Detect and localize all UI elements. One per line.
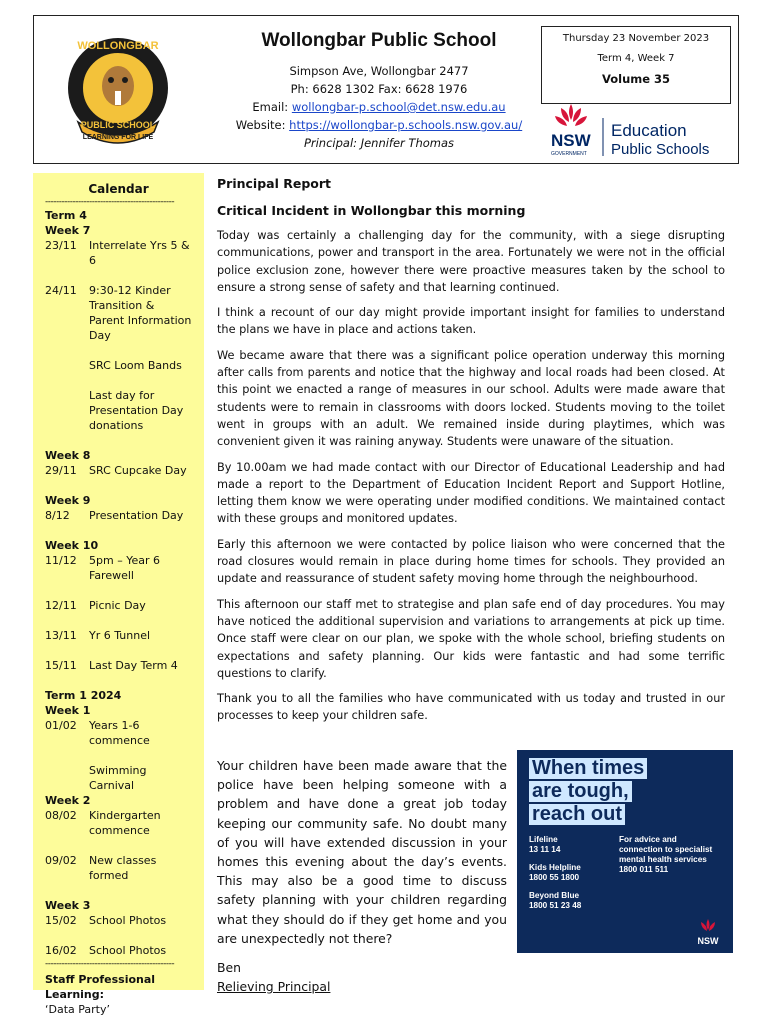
calendar-event xyxy=(45,853,192,883)
newsletter-header xyxy=(33,15,739,164)
report-paragraph-children: Your children have been made aware that the police have been helping someone with a problem and have done a great job today keeping our community safe. No doubt many of you will have extended discussion in your homes this evening about the day’s events. This may also be a good time to discuss safety planning with your children regarding what they should do if they get home and you are unexpectedly not there? xyxy=(217,758,507,946)
week-heading: Week 2 xyxy=(45,794,91,807)
poster-headline-3: reach out xyxy=(529,804,625,825)
principal-name: Principal: Jennifer Thomas xyxy=(303,136,455,150)
event-date: 11/12 xyxy=(45,554,77,567)
calendar-event xyxy=(45,943,192,958)
event-text: 5pm – Year 6 Farewell xyxy=(89,554,160,582)
helpline-number: 1800 55 1800 xyxy=(529,873,580,882)
report-subtitle: Critical Incident in Wollongbar this morning xyxy=(217,203,526,218)
calendar-sidebar xyxy=(33,173,204,1016)
report-paragraph: Thank you to all the families who have communicated with us today and trusted in our processes to keep your children safe. xyxy=(217,692,725,723)
event-text: Picnic Day xyxy=(89,599,146,612)
advice-text: For advice and connection to specialist mental health services xyxy=(619,835,713,864)
education-wordmark: Education xyxy=(611,121,687,140)
issue-date: Thursday 23 November 2023 xyxy=(562,33,710,44)
calendar-event xyxy=(45,658,192,673)
week-heading: Week 10 xyxy=(45,539,99,552)
event-text: Last Day Term 4 xyxy=(89,659,178,672)
principal-report xyxy=(217,176,725,733)
issue-info-box xyxy=(541,26,731,104)
school-crest-logo xyxy=(64,36,172,144)
public-schools-wordmark: Public Schools xyxy=(611,141,710,158)
calendar-divider: ----------------------------------------------- xyxy=(45,959,175,969)
school-website-line xyxy=(229,116,529,134)
event-date: 01/02 xyxy=(45,719,77,732)
poster-nsw-wordmark: NSW xyxy=(697,936,719,946)
report-title: Principal Report xyxy=(217,176,332,191)
event-text: Swimming Carnival xyxy=(89,764,147,792)
term-heading: Term 4 xyxy=(45,209,87,222)
school-contact-block xyxy=(229,30,529,152)
report-paragraph: I think a recount of our day might provide important insight for families to understand the plans we have in place and actions taken. xyxy=(217,306,725,337)
event-text: Yr 6 Tunnel xyxy=(89,629,151,642)
poster-headline-1: When times xyxy=(529,758,647,779)
event-text: Kindergarten commence xyxy=(89,809,161,837)
event-text: 9:30-12 Kinder Transition & Parent Information Day xyxy=(89,284,192,342)
calendar-event xyxy=(45,238,192,268)
waratah-icon xyxy=(555,104,587,126)
event-date: 8/12 xyxy=(45,509,70,522)
event-text: SRC Cupcake Day xyxy=(89,464,187,477)
event-date: 15/11 xyxy=(45,659,77,672)
email-label: Email: xyxy=(252,100,292,114)
school-phone: Ph: 6628 1302 Fax: 6628 1976 xyxy=(290,82,468,96)
event-text: SRC Loom Bands xyxy=(89,359,182,372)
event-text: Last day for Presentation Day donations xyxy=(89,389,184,432)
calendar-event xyxy=(45,508,192,523)
week-heading: Week 7 xyxy=(45,224,91,237)
report-paragraph: Today was certainly a challenging day for the community, with a siege disrupting communications, power and transport in the area. Fortunately we were not in the official police exclusion zone, however there were proactive measures taken by the school to ensure a strong sense of safety and that learning continued. xyxy=(217,229,725,294)
event-date: 12/11 xyxy=(45,599,77,612)
helpline-name: Lifeline xyxy=(529,835,558,844)
calendar-event xyxy=(45,628,192,643)
calendar-event xyxy=(45,598,192,613)
event-date: 24/11 xyxy=(45,284,77,297)
poster-headline-2: are tough, xyxy=(529,781,632,802)
nsw-waratah-icon xyxy=(693,917,723,947)
calendar-event xyxy=(45,358,192,373)
week-heading: Week 8 xyxy=(45,449,91,462)
event-date: 08/02 xyxy=(45,809,77,822)
report-paragraph: We became aware that there was a significant police operation underway this morning after calls from parents and notice that the highway and local roads had been closed. At this point we enacted a range of measures in our school. Adults were made aware that students were to remain in classrooms with doors locked. Students moving to the toilet went in groups with an adult. We remained inside during playtimes, which was convenient given it was raining anyway. Students were unaware of the situation. xyxy=(217,348,725,449)
issue-term: Term 4, Week 7 xyxy=(597,53,675,64)
reach-out-poster xyxy=(517,750,733,953)
event-date: 16/02 xyxy=(45,944,77,957)
calendar-event xyxy=(45,388,192,433)
school-email-line xyxy=(229,98,529,116)
school-name: Wollongbar Public School xyxy=(261,30,497,51)
event-text: Years 1-6 commence xyxy=(89,719,150,747)
term-heading: Term 1 2024 xyxy=(45,689,122,702)
staff-learning-heading: Staff Professional Learning: xyxy=(45,973,156,1001)
event-text: School Photos xyxy=(89,944,167,957)
week-heading: Week 9 xyxy=(45,494,91,507)
advice-number: 1800 011 511 xyxy=(619,865,669,874)
calendar-divider: ----------------------------------------------- xyxy=(45,197,175,207)
government-wordmark: GOVERNMENT xyxy=(551,151,587,157)
event-text: Interrelate Yrs 5 & 6 xyxy=(89,239,190,267)
calendar-event xyxy=(45,463,192,478)
website-link[interactable]: https://wollongbar-p.schools.nsw.gov.au/ xyxy=(289,118,523,132)
event-date: 15/02 xyxy=(45,914,77,927)
website-label: Website: xyxy=(235,118,290,132)
helpline-name: Kids Helpline xyxy=(529,863,581,872)
staff-learning-text: ‘Data Party’ xyxy=(45,1003,110,1016)
event-text: Presentation Day xyxy=(89,509,184,522)
report-signature xyxy=(217,958,330,996)
event-date: 23/11 xyxy=(45,239,77,252)
logo-text-bottom: PUBLIC SCHOOL xyxy=(80,120,156,130)
calendar-event xyxy=(45,763,192,793)
helpline-number: 13 11 14 xyxy=(529,845,561,854)
calendar-title: Calendar xyxy=(88,182,149,196)
report-paragraph: By 10.00am we had made contact with our Director of Educational Leadership and had made a report to the Department of Education Incident Report and Support Hotline, letting them know we were operating under modified conditions. We maintained contact with these groups and monitored updates. xyxy=(217,460,725,526)
event-date: 09/02 xyxy=(45,854,77,867)
school-address: Simpson Ave, Wollongbar 2477 xyxy=(289,64,469,78)
week-heading: Week 1 xyxy=(45,704,91,717)
calendar-event xyxy=(45,808,192,838)
helpline-number: 1800 51 23 48 xyxy=(529,901,582,910)
logo-text-top: WOLLONGBAR xyxy=(77,40,159,52)
week-heading: Week 3 xyxy=(45,899,91,912)
issue-volume: Volume 35 xyxy=(601,72,671,86)
calendar-event xyxy=(45,553,192,583)
nsw-wordmark: NSW xyxy=(551,131,591,150)
report-paragraph: This afternoon our staff met to strategise and plan safe end of day procedures. You may have noticed the additional supervision and variations to arrangements at pick up time. Once staff were clear on our plan, we spoke with the whole school, briefing students on expectations and safety planning. Our kids were fantastic and had some terrific questions to clarify. xyxy=(217,597,725,680)
nsw-education-logo xyxy=(549,100,734,158)
helpline-name: Beyond Blue xyxy=(529,891,580,900)
calendar-event xyxy=(45,718,192,748)
report-paragraph: Early this afternoon we were contacted by police liaison who were concerned that the road closures would remain in place during home times for schools. They provided an update and reassurance of student safety moving home through the neighbourhood. xyxy=(217,537,725,586)
event-text: New classes formed xyxy=(89,854,157,882)
calendar-event xyxy=(45,913,192,928)
signature-role: Relieving Principal xyxy=(217,979,331,994)
event-date: 13/11 xyxy=(45,629,77,642)
signature-name: Ben xyxy=(217,960,241,975)
logo-motto: LEARNING FOR LIFE xyxy=(82,134,154,141)
calendar-event xyxy=(45,283,192,343)
email-link[interactable]: wollongbar-p.school@det.nsw.edu.au xyxy=(291,100,506,114)
event-date: 29/11 xyxy=(45,464,77,477)
event-text: School Photos xyxy=(89,914,167,927)
